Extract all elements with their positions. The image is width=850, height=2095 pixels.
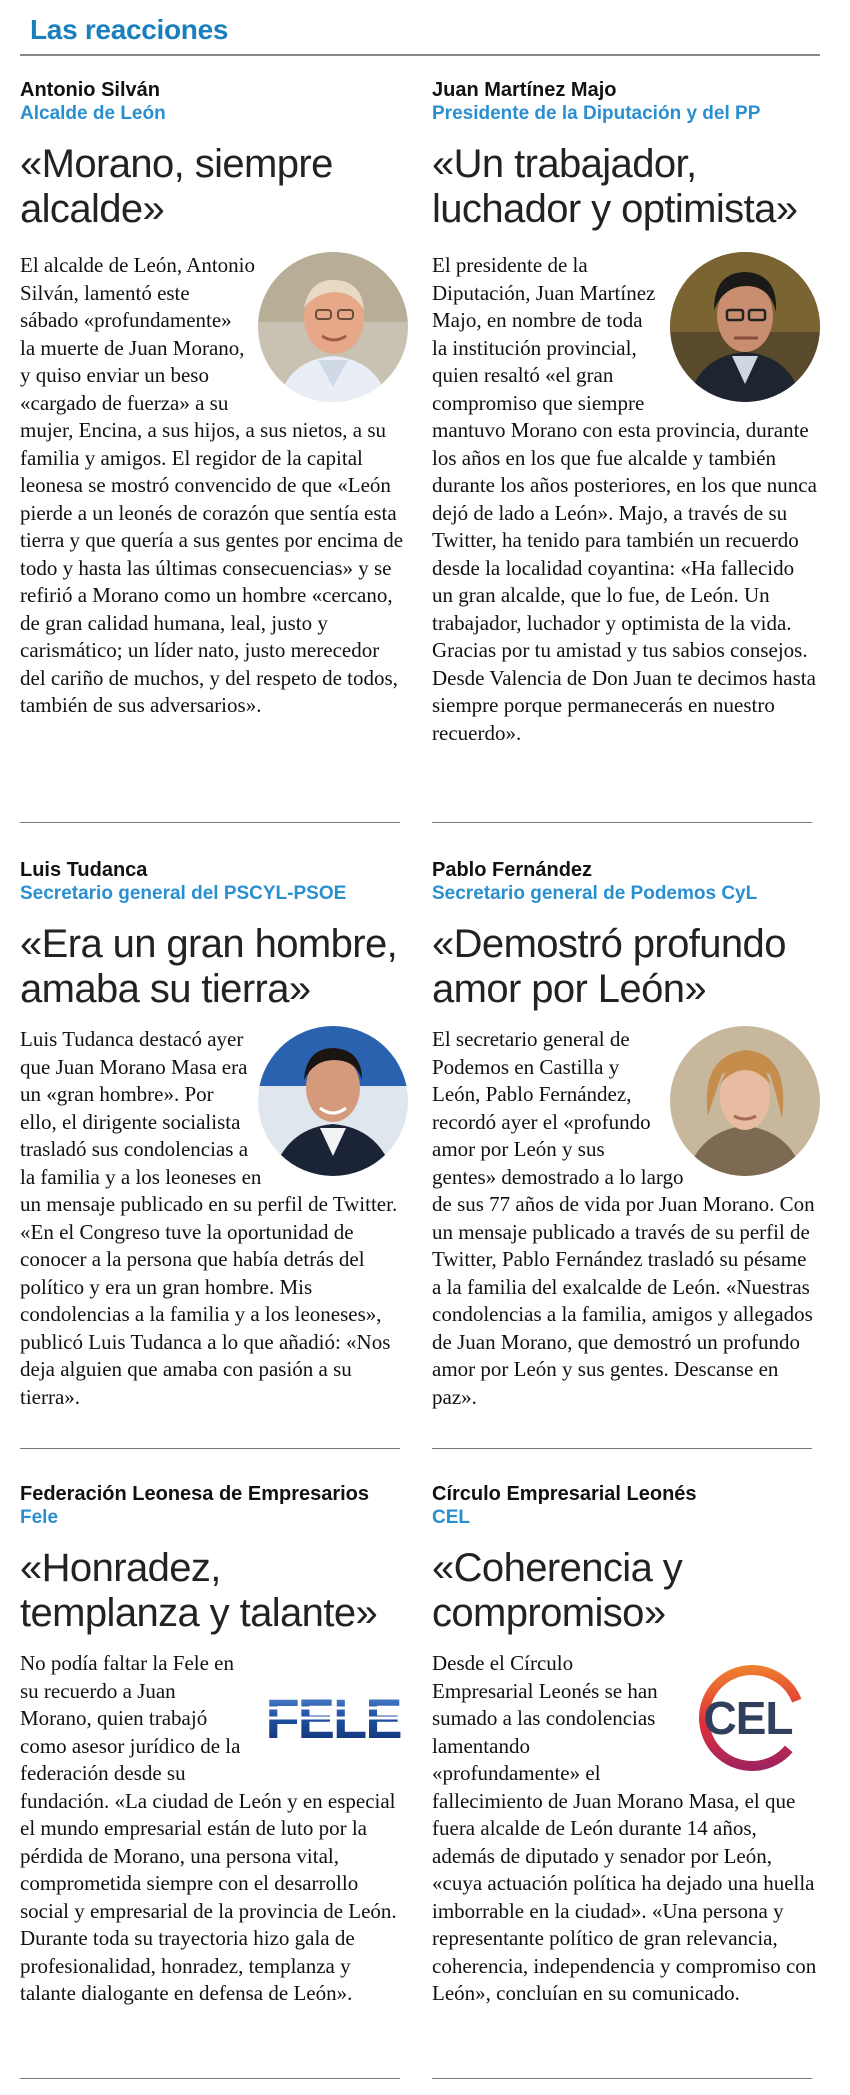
person-name: Pablo Fernández — [432, 859, 593, 881]
reaction-body — [20, 1026, 408, 1411]
quote-headline: «Honradez, templanza y talante» — [20, 1546, 378, 1635]
fele-logo — [258, 1660, 408, 1770]
portrait-photo — [670, 252, 820, 402]
reaction-body — [432, 1650, 820, 2008]
body-text: No podía faltar la Fele en su recuerdo a Juan Morano, quien trabajó como asesor jurídico de la federación desde su fundación. «La ciudad de León y en especial el mundo empresarial están de luto por la pérdida de Morano, una persona vital, comprometida siempre con el desarrollo social y empresarial de la provincia de León. Durante toda su trayectoria hizo gala de profesionalidad, honradez, templanza y talante dialogante en defensa de León». — [20, 1651, 397, 2005]
reaction-body — [432, 252, 820, 747]
quote-headline: «Morano, siempre alcalde» — [20, 142, 333, 231]
portrait-photo — [670, 1026, 820, 1176]
quote-headline: «Coherencia y compromiso» — [432, 1546, 683, 1635]
portrait-photo — [258, 1026, 408, 1176]
svg-text:CEL: CEL — [703, 1692, 793, 1744]
reaction-card-tudanca — [20, 858, 408, 1411]
person-name: Luis Tudanca — [20, 859, 148, 881]
section-title: Las reacciones — [30, 14, 229, 45]
card-divider — [432, 2078, 812, 2079]
quote-headline: «Demostró profundo amor por León» — [432, 922, 786, 1011]
reaction-body — [20, 1650, 408, 2008]
reaction-body — [20, 252, 408, 720]
body-text: El presidente de la Diputación, Juan Martínez Majo, en nombre de toda la institución provincial, quien resaltó «el gran compromiso que siempre mantuvo Morano con esta provincia, durante los años en los que fue alcalde y también durante los años posteriores, en los que nunca dejó de lado a León». Majo, a través de su Twitter, ha tenido para también un recuerdo desde la localidad coyantina: «Ha fallecido un gran alcalde, que lo fue, de León. Un trabajador, luchador y optimista de la vida. Gracias por tu amistad y tus sabios consejos. Desde Valencia de Don Juan te decimos hasta siempre porque permanecerás en nuestro recuerdo». — [432, 253, 817, 745]
body-text: El secretario general de Podemos en Castilla y León, Pablo Fernández, recordó ayer el «profundo amor por León y sus gentes» demostrado a lo largo de sus 77 años de vida por Juan Morano. Con un mensaje publicado a través de su perfil de Twitter, Pablo Fernández trasladó su pésame a la familia del exalcalde de León. «Nuestras condolencias a la familia, amigos y allegados de Juan Morano, que demostró un profundo amor por León y sus gentes. Descanse en paz». — [432, 1027, 815, 1409]
reaction-card-fernandez — [432, 858, 820, 1411]
person-name: Antonio Silván — [20, 79, 160, 101]
organization-name: Federación Leonesa de Empresarios — [20, 1483, 370, 1505]
card-divider — [432, 1448, 812, 1449]
reaction-card-silvan — [20, 78, 408, 720]
svg-text:FELE: FELE — [265, 1687, 401, 1750]
reaction-body — [432, 1026, 820, 1411]
reaction-card-fele — [20, 1482, 408, 2008]
organization-name: Círculo Empresarial Leonés — [432, 1483, 697, 1505]
person-role: Alcalde de León — [20, 103, 166, 124]
body-text: El alcalde de León, Antonio Silván, lamentó este sábado «profundamente» la muerte de Juan Morano, y quiso enviar un beso «cargado de fuerza» a su mujer, Encina, a sus hijos, a sus nietos, a su familia y amigos. El regidor de la capital leonesa se mostró convencido de que «León pierde a un leonés de corazón que sentía esta tierra y que quería a sus gentes por encima de todo y hasta las últimas consecuencias» y se refirió a Morano como un hombre «cercano, de gran calidad humana, leal, justo y carismático; un líder nato, justo merecedor del cariño de muchos, y del respeto de todos, también de sus adversarios». — [20, 253, 404, 717]
cel-logo — [670, 1660, 820, 1780]
portrait-photo — [258, 252, 408, 402]
person-name: Juan Martínez Majo — [432, 79, 617, 101]
card-divider — [20, 2078, 400, 2079]
body-text: Desde el Círculo Empresarial Leonés se han sumado a las condolencias lamentando «profundamente» el fallecimiento de Juan Morano Masa, el que fuera alcalde de León durante 14 años, además de diputado y senador por León, «cuya actuación política ha dejado una huella imborrable en la ciudad». «Una persona y representante político de gran relevancia, coherencia, independencia y compromiso con León», concluían en su comunicado. — [432, 1651, 817, 2005]
organization-acronym: Fele — [20, 1507, 59, 1528]
person-role: Secretario general de Podemos CyL — [432, 883, 758, 904]
top-divider — [20, 54, 820, 56]
card-divider — [20, 1448, 400, 1449]
person-role: Presidente de la Diputación y del PP — [432, 103, 761, 124]
quote-headline: «Era un gran hombre, amaba su tierra» — [20, 922, 398, 1011]
card-divider — [20, 822, 400, 823]
reaction-card-cel — [432, 1482, 820, 2008]
person-role: Secretario general del PSCYL-PSOE — [20, 883, 347, 904]
organization-acronym: CEL — [432, 1507, 470, 1528]
reaction-card-martinez-majo — [432, 78, 820, 747]
quote-headline: «Un trabajador, luchador y optimista» — [432, 142, 798, 231]
card-divider — [432, 822, 812, 823]
body-text: Luis Tudanca destacó ayer que Juan Morano Masa era un «gran hombre». Por ello, el dirigente socialista trasladó sus condolencias a la familia y a los leoneses en un mensaje publicado en su perfil de Twitter. «En el Congreso tuve la oportunidad de conocer a la persona que había detrás del político y era un gran hombre. Mis condolencias a la familia y a los leoneses», publicó Luis Tudanca a lo que añadió: «Nos deja alguien que amaba con pasión a su tierra». — [20, 1027, 398, 1409]
